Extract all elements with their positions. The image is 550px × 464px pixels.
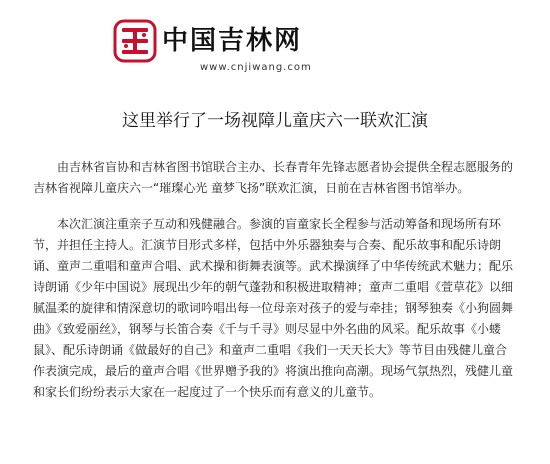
logo-name: 中国吉林网	[162, 26, 303, 56]
site-logo[interactable]	[112, 18, 432, 78]
article-body	[33, 157, 518, 418]
article-paragraph: 由吉林省盲协和吉林省图书馆联合主办、长春青年先锋志愿者协会提供全程志愿服务的吉林省视障儿童庆六一“璀璨心光 童梦飞扬”联欢汇演，日前在吉林省图书馆举办。	[33, 160, 514, 195]
logo-domain: www.cnjiwang.com	[200, 62, 312, 73]
site-header	[0, 0, 550, 80]
article-title: 这里举行了一场视障儿童庆六一联欢汇演	[122, 111, 428, 131]
article-paragraph: 本次汇演注重亲子互动和残健融合。参演的盲童家长全程参与活动筹备和现场所有环节，并担任主持人。汇演节目形式多样，包括中外乐器独奏与合奏、配乐故事和配乐诗朗诵、童声二重唱和童声合唱、武术操和街舞表演等。武术操演绎了中华传统武术魅力；配乐诗朗诵《少年中国说》展现出少年的朝气蓬勃和积极进取精神；童声二重唱《萱草花》以细腻温柔的旋律和情深意切的歌词吟唱出每一位母亲对孩子的爱与牵挂；钢琴独奏《小狗圆舞曲》《致爱丽丝》，钢琴与长笛合奏《千与千寻》则尽显中外名曲的风采。配乐故事《小蝼鼠》、配乐诗朗诵《做最好的自己》和童声二重唱《我们一天天长大》等节目由残健儿童合作表演完成，最后的童声合唱《世界赠予我的》将演出推向高潮。现场气氛热烈，残健儿童和家长们纷纷表示大家在一起度过了一个快乐而有意义的儿童节。	[33, 217, 514, 399]
seal-logo-icon	[112, 18, 158, 64]
